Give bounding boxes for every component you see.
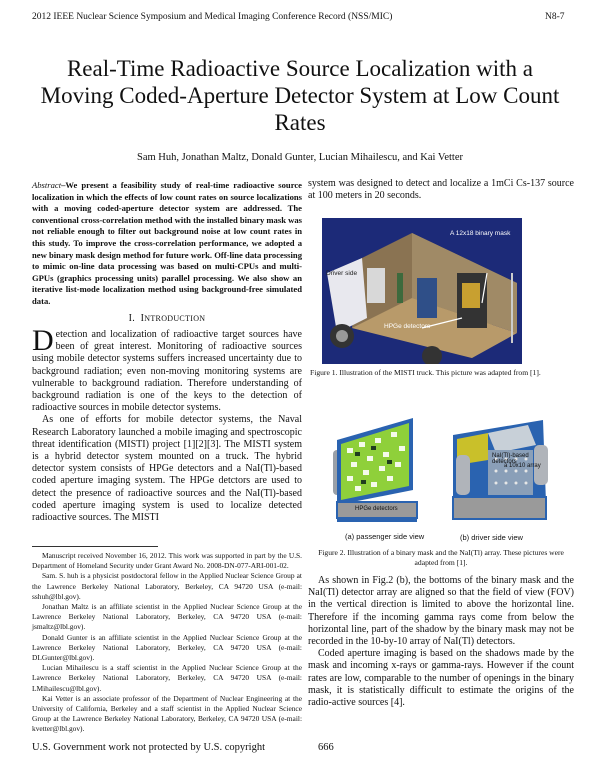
abstract-label: Abstract bbox=[32, 180, 62, 190]
body-paragraph: As shown in Fig.2 (b), the bottoms of the binary mask and the NaI(Tl) detector array are aligned so that the field of view (FOV) in the vertical direction is limited to above the horizontal line. Therefore if the incoming gamma rays come from below the horizontal line, part of the shadow by the binary mask may not be recorded in the 10-by-10 array of NaI(Tl) detectors. bbox=[308, 575, 574, 648]
abstract-text: –We present a feasibility study of real-time radioactive source localization in which the effects of low count rates on source localizations with a moving coded-aperture detector system are addressed. The conventional cross-correlation method with the installed binary mask was not reliable enough to filter out background noise at low count rates in this study. To improve the cross-correlation performance, we adopted a new binary mask design method for future work. Off-line data processing to mimic on-line data processing was based on multi-CPUs and multi-GPUs (graphics processing units) parallel processing. We also show an iterative list-mode localization method using background-free simulated data. bbox=[32, 180, 302, 306]
intro-paragraph-1: etection and localization of radioactive target sources have been of great interest. Monitoring of radioactive sources using mobile detector systems suffers increased uncertainty due to background radiation; even non-moving monitoring systems are vulnerable to background radiation. Therefore understanding of background radiation is one of the keys to the detection of radioactive sources in mobile detector systems. bbox=[32, 329, 302, 414]
intro-paragraph-2: As one of efforts for mobile detector systems, the Naval Research Laboratory launched a mobile imaging and spectroscopic threat identification (MISTI) project [1][2][3]. The MISTI system is a hybrid detector system mounted on a truck. The hybrid detector system consists of HPGe detectors and a NaI(Tl)-based coded aperture imaging system. The HPGe detctors are used to detect the presence of radioactive sources and the NaI(Tl)-based coded aperture imaging system is used to localize detected radioactive sources. The MISTI bbox=[32, 414, 302, 524]
figure-2b-image bbox=[448, 415, 553, 528]
footnote: Kai Vetter is an associate professor of the Department of Nuclear Engineering at the University of California, Berkeley and a staff scientist in the Applied Nuclear Science Group at the Lawrence Berkeley National Laboratory, Berkeley, CA 94720 USA (e-mail: kvetter@lbl.gov). bbox=[32, 693, 302, 734]
nai-label: NaI(Tl)-based detectors bbox=[492, 453, 529, 465]
footnotes bbox=[32, 551, 302, 735]
footnote: Lucian Mihailescu is a staff scientist in the Applied Nuclear Science Group at the Lawrence Berkeley National Laboratory, Berkeley, CA 94720 USA (e-mail: LMihailescu@lbl.gov). bbox=[32, 663, 302, 693]
paper-code: N8-7 bbox=[545, 12, 565, 22]
figure-2a-image bbox=[325, 410, 425, 528]
section-heading bbox=[32, 313, 302, 324]
drop-cap: D bbox=[32, 324, 54, 357]
abstract bbox=[32, 180, 302, 308]
hpge-label-2a: HPGe detectors bbox=[355, 506, 398, 512]
footnote: Donald Gunter is an affiliate scientist in the Applied Nuclear Science Group at the Lawrence Berkeley National Laboratory, Berkeley, CA 94720 USA (e-mail: DLGunter@lbl.gov). bbox=[32, 632, 302, 663]
copyright-notice: U.S. Government work not protected by U.S. copyright bbox=[32, 742, 266, 753]
running-header: 2012 IEEE Nuclear Science Symposium and Medical Imaging Conference Record (NSS/MIC) bbox=[32, 12, 393, 22]
footnote: Manuscript received November 16, 2012. This work was supported in part by the U.S. Department of Homeland Security under Grant Award No. 2008-DN-077-ARI-001-02. bbox=[32, 551, 302, 571]
section-first-letter: I bbox=[140, 313, 145, 324]
array-label: a 10x10 array bbox=[504, 463, 541, 469]
section-number: I. bbox=[128, 313, 136, 324]
figure-2b-subcaption: (b) driver side view bbox=[460, 533, 523, 542]
footnote: Sam. S. huh is a physicist postdoctoral fellow in the Applied Nuclear Science Group at the Lawrence Berkeley National Laboratory, Berkeley, CA 94720 USA (e-mail: sshuh@lbl.gov). bbox=[32, 571, 302, 601]
figure-2-caption: Figure 2. Illustration of a binary mask and the NaI(Tl) array. These pictures were adapted from [1]. bbox=[318, 548, 564, 567]
hpge-label: HPGe detectors bbox=[384, 323, 431, 330]
figure-1-caption: Figure 1. Illustration of the MISTI truck. This picture was adapted from [1]. bbox=[310, 368, 541, 377]
driver-side-label: Driver side bbox=[326, 270, 358, 277]
section-title-rest: NTRODUCTION bbox=[144, 314, 206, 323]
footnote-rule bbox=[32, 546, 158, 547]
body-paragraph: Coded aperture imaging is based on the shadows made by the mask and incoming x-rays or gamma-rays. However if the count rates are low, comparable to the number of openings in the binary mask, it is statistically difficult to estimate the origins of the radio-active sources [4]. bbox=[308, 648, 574, 709]
intro-text bbox=[32, 324, 302, 524]
footnote: Jonathan Maltz is an affiliate scientist in the Applied Nuclear Science Group at the Lawrence Berkeley National Laboratory, Berkeley, CA 94720 USA (e-mail: jsmaltz@lbl.gov). bbox=[32, 602, 302, 632]
paper-title: Real-Time Radioactive Source Localization with a Moving Coded-Aperture Detector System at Low Count Rates bbox=[40, 56, 560, 135]
figure-2a-subcaption: (a) passenger side view bbox=[345, 532, 425, 541]
figure-1-image bbox=[322, 218, 522, 364]
authors: Sam Huh, Jonathan Maltz, Donald Gunter, Lucian Mihailescu, and Kai Vetter bbox=[137, 152, 463, 163]
page-number: 666 bbox=[318, 742, 334, 753]
intro-paragraph-2-continued: system was designed to detect and localize a 1mCi Cs-137 source at 100 meters in 20 seconds. bbox=[308, 178, 574, 202]
right-column-body bbox=[308, 575, 574, 709]
mask-label: A 12x18 binary mask bbox=[450, 230, 511, 237]
